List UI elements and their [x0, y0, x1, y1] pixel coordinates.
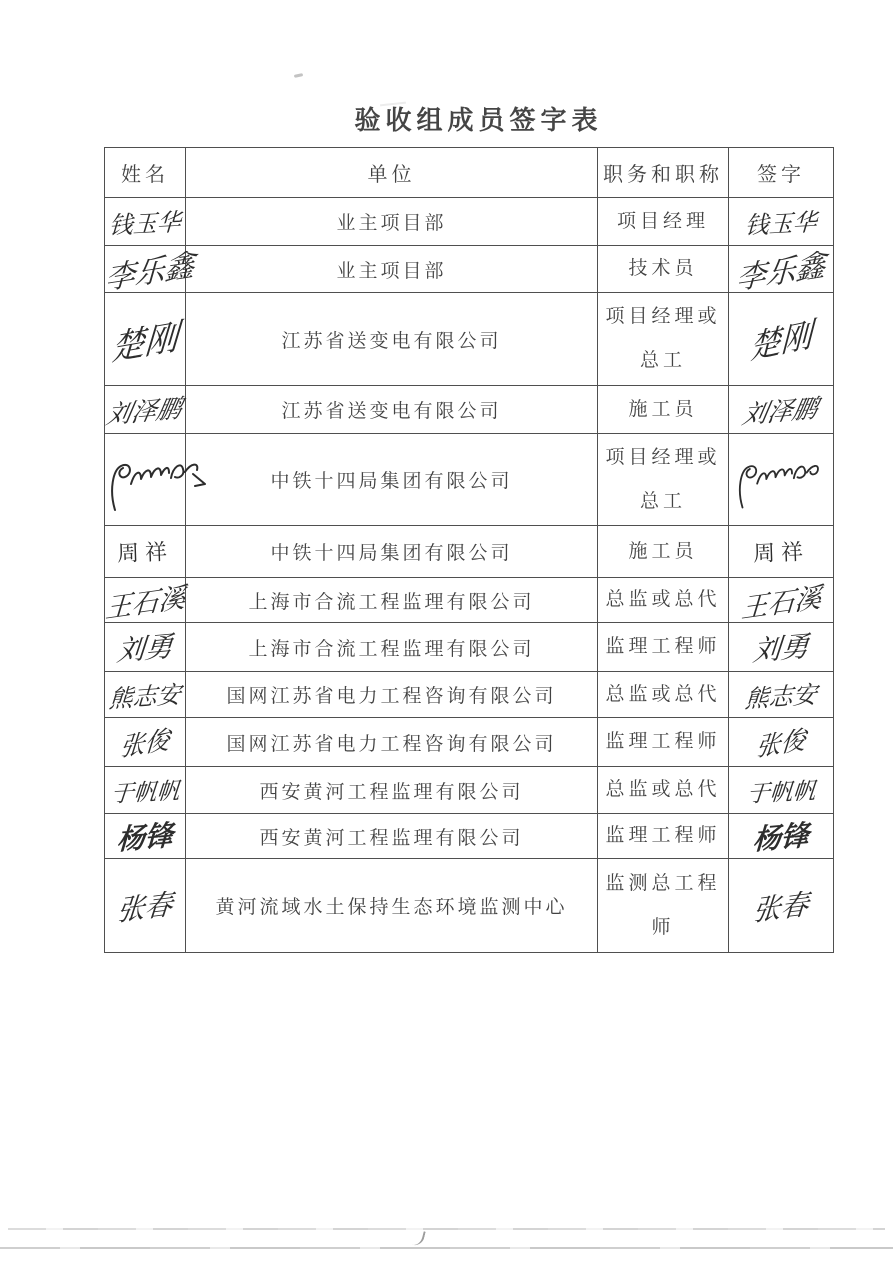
unit-cell: 西安黄河工程监理有限公司 [186, 767, 598, 814]
handwritten-name: 张俊 [118, 724, 171, 763]
unit-cell: 黄河流域水土保持生态环境监测中心 [186, 859, 598, 953]
unit-cell: 中铁十四局集团有限公司 [186, 526, 598, 578]
handwritten-signature: 楚刚 [748, 314, 813, 368]
position-cell: 项目经理或总工 [598, 293, 729, 386]
handwritten-name: 刘泽鹏 [104, 392, 185, 430]
unit-cell: 国网江苏省电力工程咨询有限公司 [186, 672, 598, 718]
position-cell: 技术员 [598, 246, 729, 293]
table-row [105, 578, 834, 623]
signature-table [104, 147, 834, 953]
handwritten-name: 李乐鑫 [104, 247, 196, 298]
unit-cell: 上海市合流工程监理有限公司 [186, 623, 598, 672]
column-header-unit: 单位 [186, 148, 598, 198]
handwritten-signature: 刘泽鹏 [740, 392, 821, 430]
illegible-signature-scribble [105, 444, 209, 516]
unit-cell: 西安黄河工程监理有限公司 [186, 814, 598, 859]
position-cell: 监理工程师 [598, 623, 729, 672]
handwritten-signature: 张俊 [754, 724, 807, 763]
handwritten-signature: 周祥 [752, 540, 810, 567]
table-row [105, 672, 834, 718]
table-row [105, 814, 834, 859]
unit-cell: 国网江苏省电力工程咨询有限公司 [186, 718, 598, 767]
scan-speck [294, 73, 303, 78]
handwritten-signature: 王石溪 [739, 581, 822, 625]
unit-cell: 上海市合流工程监理有限公司 [186, 578, 598, 623]
handwritten-name: 楚刚 [109, 316, 180, 370]
handwritten-signature: 杨锋 [752, 818, 810, 857]
column-header-name: 姓名 [105, 148, 186, 198]
table-row [105, 246, 834, 293]
scan-streak-line [8, 1228, 885, 1230]
position-cell: 总监或总代 [598, 767, 729, 814]
table-row [105, 859, 834, 953]
handwritten-name: 周祥 [116, 540, 174, 567]
table-row [105, 526, 834, 578]
handwritten-name: 刘勇 [115, 629, 175, 668]
header-row [105, 148, 834, 198]
unit-cell: 业主项目部 [186, 198, 598, 246]
table-row [105, 386, 834, 434]
handwritten-name: 熊志安 [107, 680, 182, 714]
handwritten-signature: 李乐鑫 [735, 247, 827, 298]
unit-cell: 江苏省送变电有限公司 [186, 293, 598, 386]
scan-streak-line [0, 1247, 893, 1249]
handwritten-name: 钱玉华 [108, 208, 182, 240]
document-title: 验收组成员签字表 [354, 106, 603, 135]
scan-mark [410, 1229, 426, 1247]
handwritten-signature: 刘勇 [751, 629, 811, 668]
position-cell: 项目经理或总工 [598, 434, 729, 526]
position-cell: 总监或总代 [598, 672, 729, 718]
position-cell: 监测总工程师 [598, 859, 729, 953]
position-cell: 施工员 [598, 526, 729, 578]
table-row [105, 718, 834, 767]
table-row [105, 434, 834, 526]
handwritten-signature: 熊志安 [743, 680, 818, 714]
unit-cell: 江苏省送变电有限公司 [186, 386, 598, 434]
table-row [105, 623, 834, 672]
handwritten-name: 张春 [115, 886, 175, 928]
position-cell: 监理工程师 [598, 814, 729, 859]
unit-cell: 业主项目部 [186, 246, 598, 293]
handwritten-name: 王石溪 [104, 581, 187, 625]
table-row [105, 293, 834, 386]
table-row [105, 767, 834, 814]
table-row [105, 198, 834, 246]
handwritten-name: 于帆帆 [109, 777, 181, 808]
position-cell: 项目经理 [598, 198, 729, 246]
position-cell: 监理工程师 [598, 718, 729, 767]
handwritten-name: 杨锋 [116, 818, 174, 857]
handwritten-signature: 张春 [751, 886, 811, 928]
handwritten-signature: 于帆帆 [745, 777, 817, 808]
illegible-signature-scribble [733, 447, 829, 513]
position-cell: 施工员 [598, 386, 729, 434]
column-header-signature: 签字 [729, 148, 834, 198]
unit-cell: 中铁十四局集团有限公司 [186, 434, 598, 526]
column-header-position: 职务和职称 [598, 148, 729, 198]
position-cell: 总监或总代 [598, 578, 729, 623]
handwritten-signature: 钱玉华 [744, 208, 818, 240]
